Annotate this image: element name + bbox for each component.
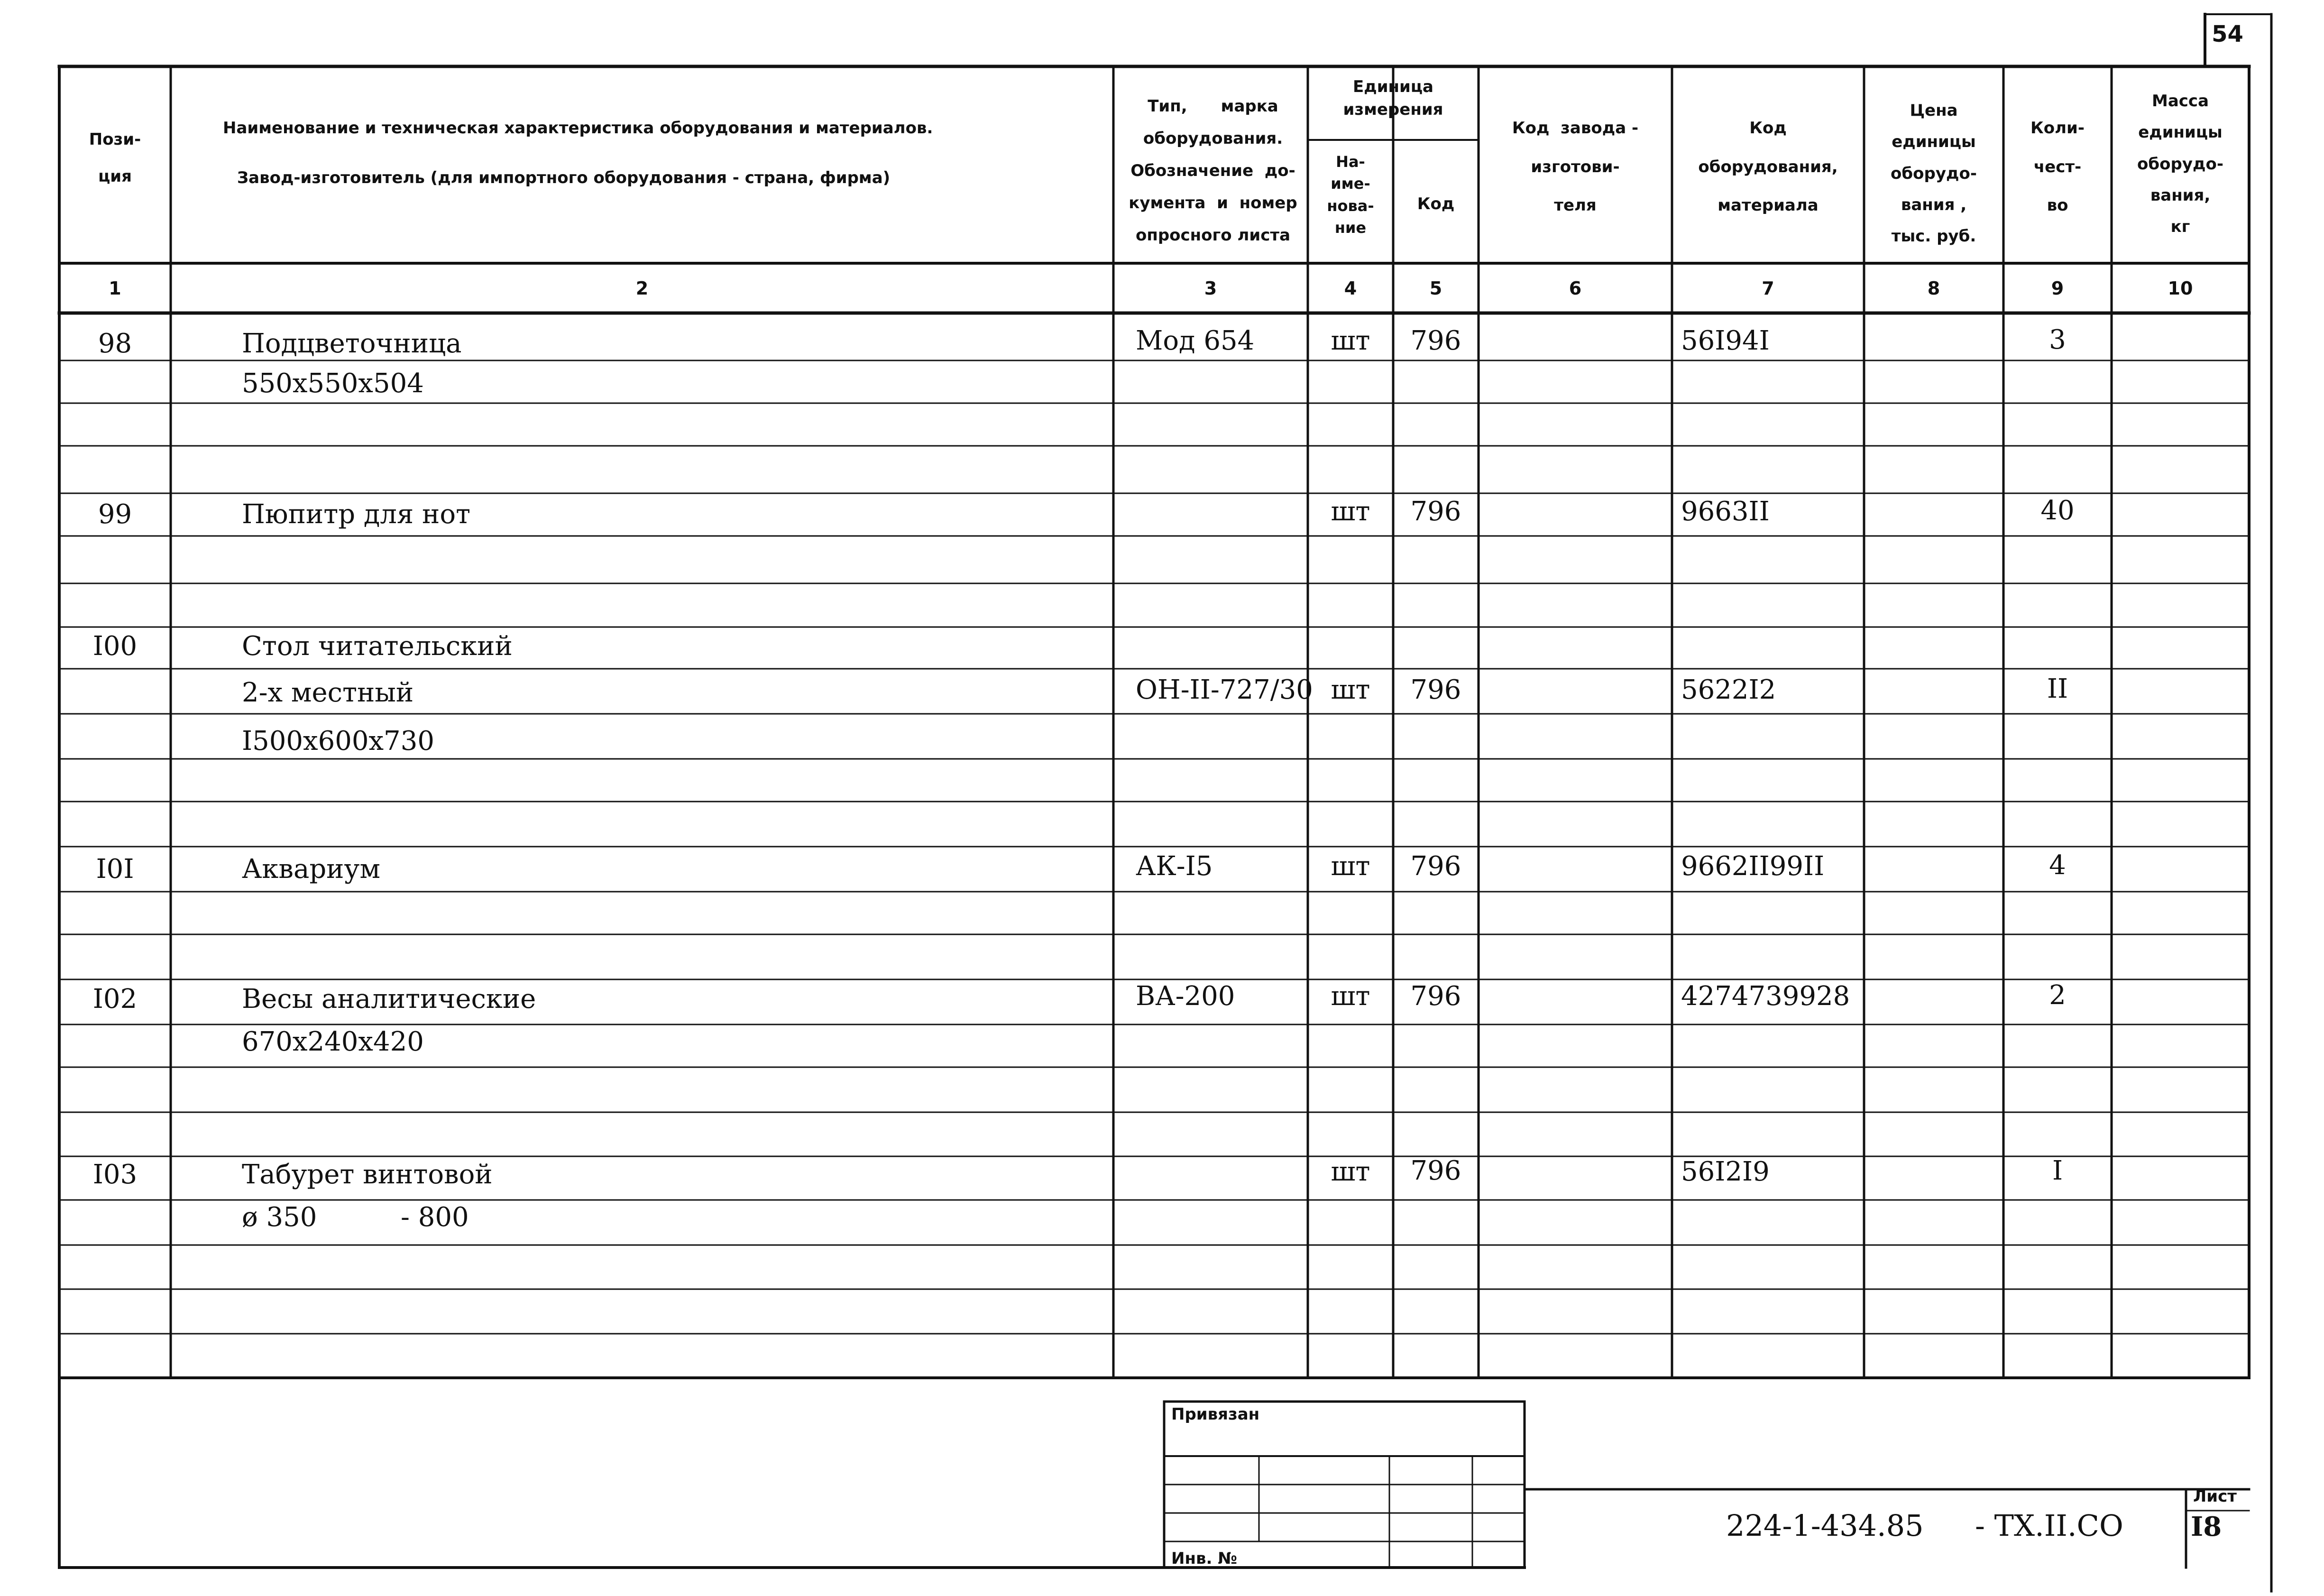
column-number-4: 4 xyxy=(1344,278,1357,299)
sheet-label: Лист xyxy=(2193,1487,2237,1506)
row-unit: шт xyxy=(1331,1156,1370,1187)
column-number-3: 3 xyxy=(1204,278,1217,299)
row-name: Аквариум xyxy=(242,854,381,885)
header-name-line1: Наименование и техническая характеристика оборудования и материалов. xyxy=(223,119,933,138)
row-unit-code: 796 xyxy=(1410,981,1461,1012)
header-equipment-code: Код оборудования, материала xyxy=(1698,119,1838,215)
row-name: Табурет винтовой xyxy=(242,1159,493,1190)
row-position: I03 xyxy=(92,1159,138,1190)
stamp-bound-label: Привязан xyxy=(1171,1405,1260,1424)
row-name: 670x240x420 xyxy=(242,1026,424,1057)
header-unit-name: На- име- нова- ние xyxy=(1327,153,1374,237)
row-position: I02 xyxy=(92,984,138,1015)
column-number-1: 1 xyxy=(109,278,121,299)
header-unit-group: Единица измерения xyxy=(1343,77,1443,119)
header-quantity: Коли- чест- во xyxy=(2030,119,2085,215)
row-name: ø 350 xyxy=(242,1202,317,1233)
header-mass: Масса единицы оборудо- вания, кг xyxy=(2137,92,2223,237)
row-equipment-code: 4274739928 xyxy=(1681,981,1850,1012)
row-position: I0I xyxy=(96,854,134,885)
row-type: АК-I5 xyxy=(1136,851,1213,882)
row-unit: шт xyxy=(1331,674,1370,705)
column-number-7: 7 xyxy=(1762,278,1774,299)
column-number-5: 5 xyxy=(1429,278,1442,299)
row-unit-code: 796 xyxy=(1410,674,1461,705)
header-factory-code: Код завода - изготови- теля xyxy=(1512,119,1639,215)
row-name: I500x600x730 xyxy=(242,726,434,756)
row-quantity: 40 xyxy=(2040,495,2075,526)
header-position: Пози- ция xyxy=(89,130,141,186)
row-equipment-code: 9662II99II xyxy=(1681,851,1825,882)
row-name: Пюпитр для нот xyxy=(242,499,471,530)
column-number-2: 2 xyxy=(635,278,649,299)
stamp-inventory-label: Инв. № xyxy=(1171,1549,1238,1568)
document-suffix: - ТХ.II.СО xyxy=(1975,1508,2123,1543)
row-unit-code: 796 xyxy=(1410,1155,1461,1186)
row-name-suffix: - 800 xyxy=(401,1202,469,1233)
row-equipment-code: 5622I2 xyxy=(1681,674,1776,705)
row-equipment-code: 56I2I9 xyxy=(1681,1156,1770,1187)
row-unit: шт xyxy=(1331,981,1370,1012)
page-number: 54 xyxy=(2212,21,2243,47)
column-number-9: 9 xyxy=(2051,278,2064,299)
column-number-10: 10 xyxy=(2168,278,2193,299)
row-unit: шт xyxy=(1331,496,1370,527)
row-quantity: 4 xyxy=(2049,850,2066,881)
row-unit-code: 796 xyxy=(1410,325,1461,356)
row-equipment-code: 9663II xyxy=(1681,496,1770,527)
row-type: ВА-200 xyxy=(1136,981,1235,1012)
row-quantity: II xyxy=(2047,673,2068,704)
row-type: ОН-II-727/30 xyxy=(1136,674,1313,705)
row-name: 550x550x504 xyxy=(242,368,424,399)
row-unit: шт xyxy=(1331,325,1370,356)
row-equipment-code: 56I94I xyxy=(1681,325,1770,356)
row-type: Мод 654 xyxy=(1136,325,1255,356)
document-number: 224-1-434.85 xyxy=(1726,1508,1924,1543)
row-quantity: 2 xyxy=(2049,980,2066,1011)
row-unit-code: 796 xyxy=(1410,496,1461,527)
row-position: 99 xyxy=(98,499,132,530)
row-name: Подцветочница xyxy=(242,328,462,359)
column-number-6: 6 xyxy=(1569,278,1582,299)
header-name-line2: Завод-изготовитель (для импортного оборудования - страна, фирма) xyxy=(237,168,891,187)
header-unit-code: Код xyxy=(1417,194,1455,213)
row-unit-code: 796 xyxy=(1410,851,1461,882)
row-unit: шт xyxy=(1331,851,1370,882)
row-quantity: 3 xyxy=(2049,324,2066,355)
header-price: Цена единицы оборудо- вания , тыс. руб. xyxy=(1891,101,1977,246)
column-number-8: 8 xyxy=(1927,278,1940,299)
row-name: Весы аналитические xyxy=(242,984,536,1015)
row-name: 2-х местный xyxy=(242,677,414,708)
row-position: I00 xyxy=(92,631,138,662)
row-name: Стол читательский xyxy=(242,631,513,662)
header-type: Тип, марка оборудования. Обозначение до- кумента и номер опросного листа xyxy=(1129,97,1297,245)
row-position: 98 xyxy=(98,328,132,359)
sheet-number: I8 xyxy=(2191,1511,2222,1542)
row-quantity: I xyxy=(2052,1155,2063,1186)
